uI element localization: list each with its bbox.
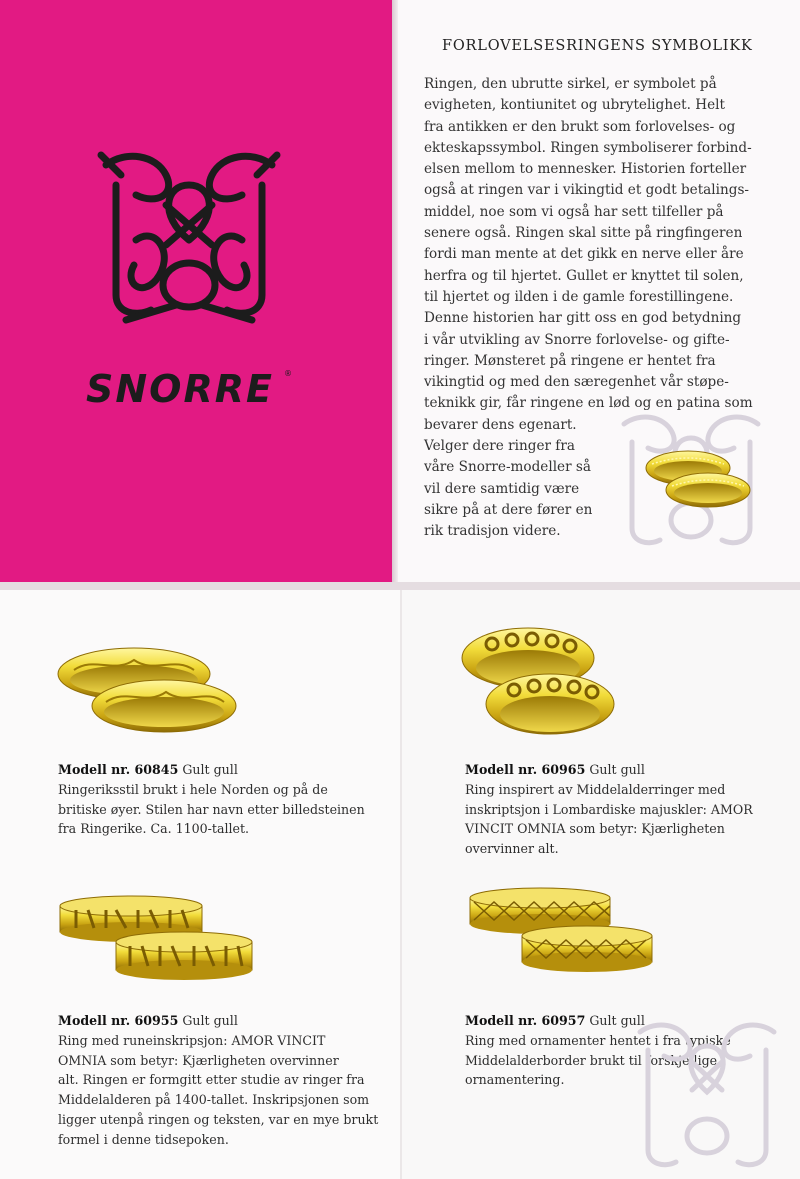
description-line: VINCIT OMNIA som betyr: Kjærligheten <box>465 821 725 837</box>
description-line: overvinner alt. <box>465 841 559 857</box>
article-line: ringer. Mønsteret på ringene er hentet fra <box>424 352 716 369</box>
products-left-page <box>0 590 400 1179</box>
description-line: inskriptsjon i Lombardiske majuskler: AMOR <box>465 801 753 817</box>
metal-color: Gult gull <box>589 1013 645 1028</box>
description-line: ligger utenpå ringen og teksten, var en mye brukt <box>58 1111 379 1127</box>
products-right-page <box>402 590 800 1179</box>
description-line: Ring inspirert av Middelalderringer med <box>465 781 726 797</box>
article-line: i vår utvikling av Snorre forlovelse- og gifte- <box>424 331 730 348</box>
model-number: Modell nr. 60957 <box>465 1013 586 1028</box>
article-line: til hjertet og ilden i de gamle forestillingene. <box>424 288 734 305</box>
product-caption-60965 <box>465 760 753 859</box>
model-number: Modell nr. 60845 <box>58 762 179 777</box>
article-line: fordi man mente at det gikk en nerve eller åre <box>424 246 744 263</box>
description-line: britiske øyer. Stilen har navn etter billedsteinen <box>58 801 365 817</box>
article-line: Velger dere ringer fra <box>424 438 575 455</box>
svg-text:®: ® <box>284 369 292 378</box>
article-line: Ringen, den ubrutte sirkel, er symbolet på <box>424 76 717 92</box>
ring-60965-image <box>458 614 618 746</box>
article-line: Denne historien har gitt oss en god betydning <box>424 310 742 327</box>
page-title: FORLOVELSESRINGENS SYMBOLIKK <box>442 38 753 54</box>
brand-text: SNORRE <box>86 367 274 411</box>
article-line: rik tradisjon videre. <box>424 523 561 540</box>
description-line: Middelalderborder brukt til forskjellige <box>465 1052 718 1068</box>
article-line: bevarer dens egenart. <box>424 416 577 433</box>
product-caption-60955 <box>58 1011 378 1150</box>
ring-60955-image <box>54 882 258 998</box>
page-divider <box>0 582 800 590</box>
metal-color: Gult gull <box>182 1013 238 1028</box>
article-line: våre Snorre-modeller så <box>424 459 591 476</box>
symbolism-page <box>398 0 800 582</box>
celtic-watermark-icon <box>634 1016 780 1172</box>
celtic-knot-emblem-icon <box>96 145 282 325</box>
description-line: Ring med ornamenter hentet i fra typiske <box>465 1032 731 1048</box>
article-line: herfra og til hjertet. Gullet er knyttet til solen, <box>424 267 744 284</box>
article-line: vil dere samtidig være <box>424 480 580 497</box>
product-caption-60845 <box>58 760 365 839</box>
article-line: teknikk gir, får ringene en lød og en patina som <box>424 395 753 412</box>
description-line: Middelalderen på 1400-tallet. Inskripsjonen som <box>58 1092 370 1108</box>
description-line: Ringeriksstil brukt i hele Norden og på de <box>58 781 328 797</box>
article-line: middel, noe som vi også har sett tilfeller på <box>424 203 724 220</box>
snorre-logo <box>80 362 310 412</box>
cover-page <box>0 0 392 582</box>
ring-60845-image <box>54 634 244 740</box>
description-line: alt. Ringen er formgitt etter studie av ringer fra <box>58 1072 365 1088</box>
article-line: vikingtid og med den særegenhet vår støpe- <box>424 374 729 391</box>
ring-pair-image <box>642 434 754 520</box>
article-line: sikre på at dere fører en <box>424 501 593 518</box>
description-line: ornamentering. <box>465 1072 565 1088</box>
article-line: også at ringen var i vikingtid et godt betalings- <box>424 182 750 199</box>
article-line: evigheten, kontiunitet og ubrytelighet. Helt <box>424 97 725 114</box>
metal-color: Gult gull <box>589 762 645 777</box>
model-number: Modell nr. 60965 <box>465 762 586 777</box>
description-line: OMNIA som betyr: Kjærligheten overvinner <box>58 1052 339 1068</box>
article-line: fra antikken er den brukt som forlovelses- og <box>424 118 736 135</box>
model-number: Modell nr. 60955 <box>58 1013 179 1028</box>
article-line: ekteskapssymbol. Ringen symboliserer forbind- <box>424 139 752 156</box>
description-line: Ring med runeinskripsjon: AMOR VINCIT <box>58 1032 326 1048</box>
description-line: formel i denne tidsepoken. <box>58 1131 229 1147</box>
article-line: elsen mellom to mennesker. Historien forteller <box>424 161 747 178</box>
description-line: fra Ringerike. Ca. 1100-tallet. <box>58 821 250 837</box>
article-line: senere også. Ringen skal sitte på ringfingeren <box>424 225 743 242</box>
metal-color: Gult gull <box>182 762 238 777</box>
ring-60957-image <box>464 878 660 990</box>
